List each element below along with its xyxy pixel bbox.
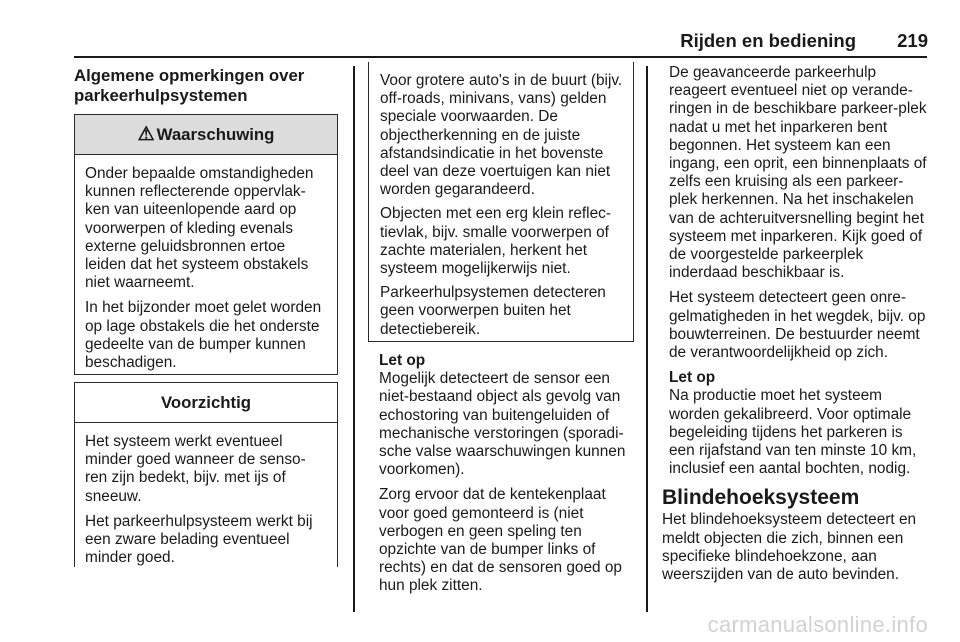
note-text: Na productie moet het systeem worden gekalibreerd. Voor optimale begeleiding tijdens het parkeren is een rijafstand van ten minste 10 km, inclusief een aantal bochten, nodig.: [669, 387, 917, 478]
note-label: Let op: [669, 369, 716, 387]
warning-paragraph-1: Onder bepaalde omstandigheden kunnen reflecterende oppervlak-ken van uiteenlopende aard op voorwerpen of kleding evenals externe geluidsbronnen ertoe leiden dat het systeem obstakels niet waarneemt.: [85, 165, 314, 292]
warning-box: [74, 114, 338, 375]
caution-paragraph-2: Het parkeerhulpsysteem werkt bij een zware belading eventueel minder goed.: [85, 512, 313, 567]
column-3: [662, 64, 931, 584]
caution-box: [74, 382, 338, 567]
blind-spot-heading: Blindehoeksysteem: [662, 486, 860, 510]
section-title-line-1: Algemene opmerkingen over: [74, 66, 305, 85]
paragraph-1: De geavanceerde parkeerhulp reageert eventueel niet op verande-ringen in de beschikbare parkeer-plek nadat u met het inparkeren bent begonnen. Het systeem kan een ingang, een oprit, een binnenplaats of zelfs een kruising als een parkeer-plek herkennen. Na het inschakelen van de achteruitversnelling begint het systeem met inparkeren. Kijk goed of de voorgestelde parkeerplek inderdaad beschikbaar is.: [669, 64, 927, 282]
watermark: carmanualsonline.info: [707, 612, 928, 637]
header-rule: [74, 56, 927, 58]
caution-title: Voorzichtig: [160, 392, 252, 412]
box-paragraph-1: Voor grotere auto's in de buurt (bijv. off-roads, minivans, vans) gelden speciale voorwaarden. De objectherkenning en de juiste afstandsindicatie in het bovenste deel van deze voertuigen kan niet worden gegarandeerd.: [380, 72, 623, 199]
box-paragraph-2: Objecten met een erg klein reflec-tievlak, bijv. smalle voorwerpen of zachte materialen, herkent het systeem mogelijkerwijs niet.: [380, 205, 611, 278]
note-text: Mogelijk detecteert de sensor een niet-bestaand object als gevolg van echostoring van buitengeluiden of mechanische verstoringen (sporadi-sche valse waarschuwingen kunnen voorkomen).: [379, 370, 626, 479]
column-1: [74, 66, 338, 105]
warning-triangle-icon: ⚠: [137, 124, 155, 145]
paragraph-2: Het systeem detecteert geen onre-gelmatigheden in het wegdek, bijv. op bouwterreinen. De bestuurder neemt de verantwoordelijkheid op zich.: [669, 289, 926, 362]
column-2: [379, 352, 635, 596]
warning-title: Waarschuwing: [156, 124, 275, 144]
running-header-title: Rijden en bediening: [680, 30, 856, 51]
caution-continued-box: [368, 62, 634, 342]
warning-paragraph-2: In het bijzonder moet gelet worden op lage obstakels die het onderste gedeelte van de bumper kunnen beschadigen.: [85, 299, 322, 372]
box-paragraph-3: Parkeerhulpsystemen detecteren geen voorwerpen buiten het detectiebereik.: [380, 284, 606, 338]
paragraph: Zorg ervoor dat de kentekenplaat voor goed gemonteerd is (niet verbogen en geen speling ten opzichte van de bumper links of rechts) en dat de sensoren goed op hun plek zitten.: [379, 486, 622, 595]
caution-paragraph-1: Het systeem werkt eventueel minder goed wanneer de senso-ren zijn bedekt, bijv. met ijs of sneeuw.: [85, 433, 306, 505]
section-title: [74, 66, 338, 105]
column-divider-2: [646, 66, 648, 612]
note-label: Let op: [379, 352, 426, 369]
caution-header: [75, 383, 337, 423]
section-title-line-2: parkeerhulpsystemen: [74, 85, 248, 105]
page-number: 219: [897, 30, 928, 51]
column-divider-1: [353, 66, 355, 612]
warning-header: [75, 115, 337, 155]
blind-spot-text: Het blindehoeksysteem detecteert en meldt objecten die zich, binnen een specifieke blindehoekzone, aan weerszijden van de auto bevinden.: [662, 511, 917, 584]
page-header: [0, 0, 960, 60]
